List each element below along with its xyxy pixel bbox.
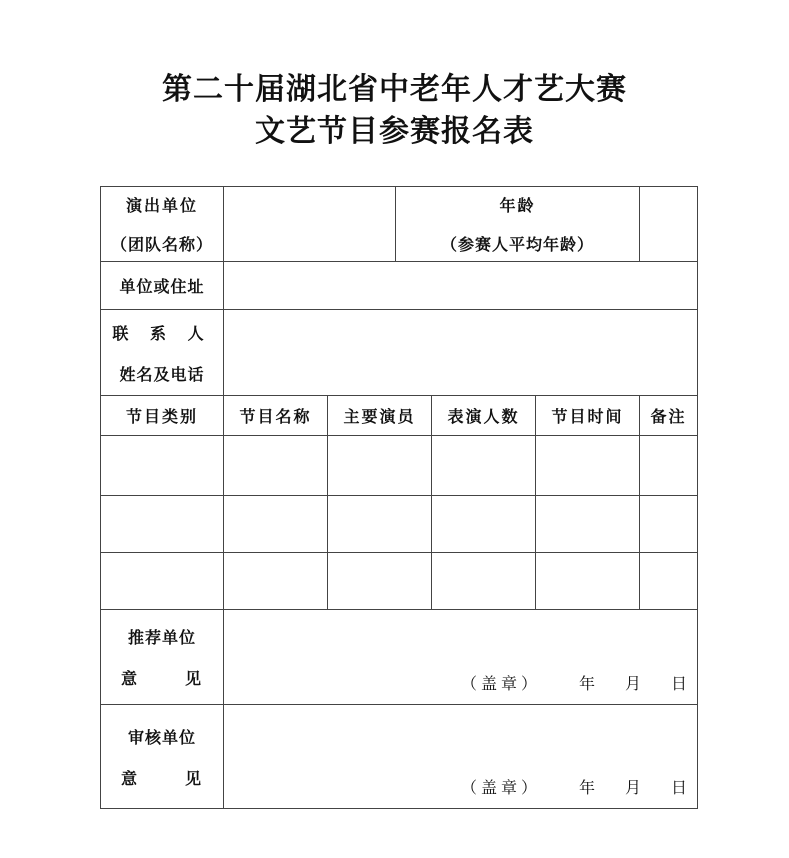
- recommend-seal-date: [461, 671, 687, 694]
- table-cell[interactable]: [224, 436, 328, 496]
- table-cell[interactable]: [536, 436, 640, 496]
- year-label: 年: [578, 778, 595, 797]
- col-header-program-name: 节目名称: [224, 396, 328, 436]
- table-cell[interactable]: [224, 496, 328, 553]
- table-cell[interactable]: [432, 436, 536, 496]
- month-label: 月: [624, 674, 641, 693]
- performer-input-cell[interactable]: [224, 187, 396, 262]
- col-header-main-performers: 主要演员: [328, 396, 432, 436]
- month-label: 月: [624, 778, 641, 797]
- col-header-performer-count: 表演人数: [432, 396, 536, 436]
- recommend-label-cell: [101, 610, 224, 705]
- recommend-opinion-cell[interactable]: [224, 610, 698, 705]
- day-label: 日: [671, 778, 688, 797]
- table-cell[interactable]: [101, 553, 224, 610]
- age-label-cell: [396, 187, 640, 262]
- contact-input-cell[interactable]: [224, 310, 698, 396]
- review-label-opinion-2: 见: [184, 768, 203, 788]
- recommend-label-opinion-1: 意: [121, 669, 140, 688]
- age-sublabel: （参赛人平均年龄）: [441, 235, 595, 254]
- table-cell[interactable]: [536, 496, 640, 553]
- seal-text: （盖章）: [460, 674, 541, 693]
- contact-sublabel: 姓名及电话: [119, 364, 205, 384]
- seal-text: （盖章）: [460, 778, 541, 797]
- form-title-line-2: 文艺节目参赛报名表: [255, 114, 534, 149]
- recommend-label-opinion-2: 见: [184, 669, 203, 688]
- table-cell[interactable]: [432, 553, 536, 610]
- review-label-opinion-1: 意: [121, 768, 140, 788]
- table-row: [101, 496, 698, 553]
- table-cell[interactable]: [101, 436, 224, 496]
- table-cell[interactable]: [101, 496, 224, 553]
- recommend-label: 推荐单位: [127, 628, 196, 647]
- table-cell[interactable]: [640, 496, 698, 553]
- review-opinion-cell[interactable]: [224, 705, 698, 809]
- address-input-cell[interactable]: [224, 262, 698, 310]
- performer-label: 演出单位: [125, 196, 198, 215]
- table-cell[interactable]: [536, 553, 640, 610]
- contact-label-cell: [101, 310, 224, 396]
- table-row: [101, 553, 698, 610]
- registration-form-table: [100, 186, 698, 809]
- table-cell[interactable]: [328, 436, 432, 496]
- day-label: 日: [671, 674, 688, 693]
- age-label: 年龄: [499, 196, 536, 215]
- address-label: 单位或住址: [119, 277, 205, 296]
- form-title-line-1: 第二十届湖北省中老年人才艺大赛: [162, 72, 627, 107]
- contact-label: 联 系 人: [112, 323, 212, 343]
- table-cell[interactable]: [328, 553, 432, 610]
- performer-sublabel: （团队名称）: [110, 235, 213, 254]
- table-row: [101, 436, 698, 496]
- performer-label-cell: [101, 187, 224, 262]
- table-cell[interactable]: [224, 553, 328, 610]
- address-label-cell: [101, 262, 224, 310]
- year-label: 年: [578, 674, 595, 693]
- table-cell[interactable]: [328, 496, 432, 553]
- review-label-cell: [101, 705, 224, 809]
- col-header-program-duration: 节目时间: [536, 396, 640, 436]
- table-cell[interactable]: [640, 553, 698, 610]
- col-header-remarks: 备注: [640, 396, 698, 436]
- age-input-cell[interactable]: [640, 187, 698, 262]
- table-cell[interactable]: [432, 496, 536, 553]
- table-cell[interactable]: [640, 436, 698, 496]
- col-header-category: 节目类别: [101, 396, 224, 436]
- review-label: 审核单位: [127, 727, 196, 747]
- review-seal-date: [461, 775, 687, 798]
